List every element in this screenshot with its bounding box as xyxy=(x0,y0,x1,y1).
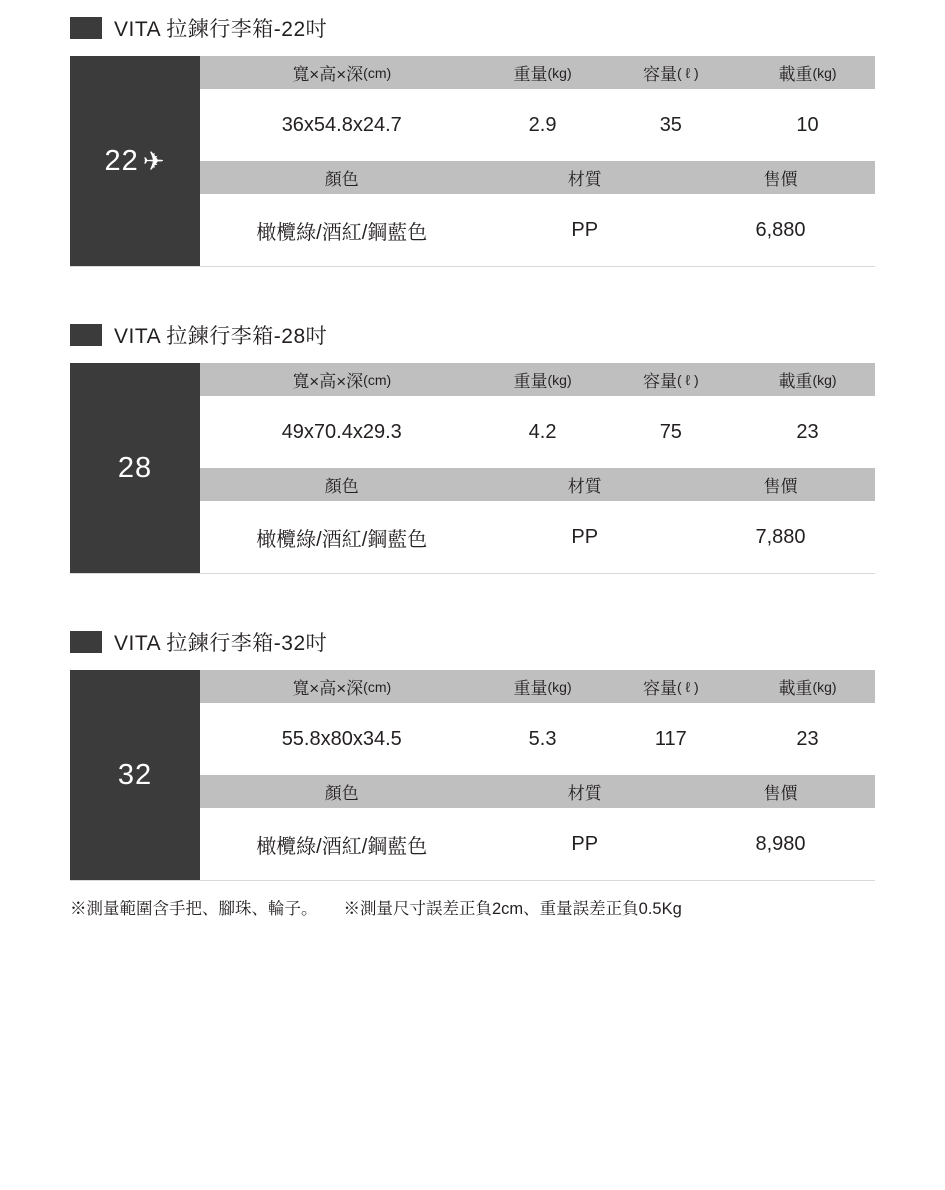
footnotes xyxy=(70,895,875,919)
section-title: VITA 拉鍊行李箱-32吋 xyxy=(114,632,328,655)
cell-capacity: 35 xyxy=(659,113,682,136)
col-header-text: 容量 xyxy=(642,372,677,391)
col-header-text: 寬×高×深 xyxy=(292,372,364,391)
block-title-28 xyxy=(70,307,875,363)
cell-color: 橄欖綠/酒紅/鋼藍色 xyxy=(256,221,428,244)
block-divider-space xyxy=(70,574,875,614)
col-header-capacity xyxy=(602,56,740,89)
airplane-icon: ✈ xyxy=(142,146,166,176)
cell-load: 23 xyxy=(796,420,819,443)
col-header-material: 材質 xyxy=(567,170,602,189)
col-header-unit: (kg) xyxy=(547,64,572,81)
cell-capacity: 117 xyxy=(654,727,687,750)
col-header-dimensions xyxy=(200,670,484,703)
spec-table-32 xyxy=(70,670,875,881)
cell-color: 橄欖綠/酒紅/鋼藍色 xyxy=(256,835,428,858)
cell-price: 7,880 xyxy=(755,525,806,548)
col-header-unit: ( ℓ ) xyxy=(676,64,699,81)
size-label: 28 xyxy=(117,451,153,484)
spec-block-32 xyxy=(70,614,875,881)
col-header-text: 重量 xyxy=(513,65,548,84)
table-row xyxy=(200,501,875,573)
table-header-row xyxy=(200,670,875,703)
page-title: VITA 拉鍊行李箱-22吋 xyxy=(114,18,328,41)
bullet-square-icon xyxy=(70,324,102,346)
cell-dimensions: 55.8x80x34.5 xyxy=(281,727,402,750)
cell-color: 橄欖綠/酒紅/鋼藍色 xyxy=(256,528,428,551)
table-row xyxy=(200,808,875,880)
spec-table-22 xyxy=(70,56,875,267)
col-header-unit: (cm) xyxy=(363,64,392,81)
col-header-text: 重量 xyxy=(513,372,548,391)
col-header-unit: (cm) xyxy=(363,678,392,695)
section-title: VITA 拉鍊行李箱-28吋 xyxy=(114,325,328,348)
spec-rows-28 xyxy=(200,363,875,573)
col-header-material: 材質 xyxy=(567,784,602,803)
block-title-22 xyxy=(70,0,875,56)
size-cell-32 xyxy=(70,670,200,880)
col-header-unit: (kg) xyxy=(547,678,572,695)
cell-price: 6,880 xyxy=(755,218,806,241)
cell-weight: 2.9 xyxy=(528,113,557,136)
col-header-price: 售價 xyxy=(763,477,798,496)
cell-weight: 4.2 xyxy=(528,420,557,443)
col-header-color: 顏色 xyxy=(324,784,359,803)
spec-block-22 xyxy=(70,0,875,267)
col-header-text: 載重 xyxy=(778,372,813,391)
cell-dimensions: 36x54.8x24.7 xyxy=(281,113,402,136)
bullet-square-icon xyxy=(70,17,102,39)
col-header-text: 容量 xyxy=(642,679,677,698)
col-header-dimensions xyxy=(200,363,484,396)
spec-block-28 xyxy=(70,307,875,574)
col-header-color: 顏色 xyxy=(324,170,359,189)
block-divider-space xyxy=(70,267,875,307)
cell-load: 23 xyxy=(796,727,819,750)
table-header-row xyxy=(200,363,875,396)
footnote-measurement-range: ※測量範圍含手把、腳珠、輪子。 xyxy=(70,900,318,918)
table-header-row xyxy=(200,775,875,808)
col-header-unit: (kg) xyxy=(812,371,837,388)
cell-material: PP xyxy=(571,525,599,548)
cell-load: 10 xyxy=(796,113,819,136)
col-header-unit: (kg) xyxy=(812,64,837,81)
size-cell-28 xyxy=(70,363,200,573)
col-header-weight xyxy=(484,56,602,89)
col-header-load xyxy=(740,670,875,703)
col-header-capacity xyxy=(602,670,740,703)
col-header-capacity xyxy=(602,363,740,396)
table-row xyxy=(200,89,875,161)
table-row xyxy=(200,396,875,468)
table-header-row xyxy=(200,468,875,501)
col-header-load xyxy=(740,56,875,89)
spec-table-28 xyxy=(70,363,875,574)
col-header-color: 顏色 xyxy=(324,477,359,496)
col-header-unit: (cm) xyxy=(363,371,392,388)
table-row xyxy=(200,703,875,775)
col-header-weight xyxy=(484,670,602,703)
col-header-unit: ( ℓ ) xyxy=(676,678,699,695)
col-header-price: 售價 xyxy=(763,170,798,189)
size-label: 22 xyxy=(104,144,139,177)
cell-capacity: 75 xyxy=(659,420,682,443)
col-header-weight xyxy=(484,363,602,396)
cell-price: 8,980 xyxy=(755,832,806,855)
col-header-text: 寬×高×深 xyxy=(292,65,364,84)
col-header-price: 售價 xyxy=(763,784,798,803)
col-header-text: 載重 xyxy=(778,679,813,698)
col-header-unit: (kg) xyxy=(547,371,572,388)
col-header-dimensions xyxy=(200,56,484,89)
col-header-text: 容量 xyxy=(642,65,677,84)
spec-rows-32 xyxy=(200,670,875,880)
col-header-material: 材質 xyxy=(567,477,602,496)
col-header-unit: (kg) xyxy=(812,678,837,695)
col-header-text: 重量 xyxy=(513,679,548,698)
spec-rows-22 xyxy=(200,56,875,266)
bullet-square-icon xyxy=(70,631,102,653)
footnote-tolerance: ※測量尺寸誤差正負2cm、重量誤差正負0.5Kg xyxy=(343,900,682,918)
cell-material: PP xyxy=(571,218,599,241)
cell-dimensions: 49x70.4x29.3 xyxy=(281,420,402,443)
col-header-unit: ( ℓ ) xyxy=(676,371,699,388)
col-header-text: 寬×高×深 xyxy=(292,679,364,698)
table-header-row xyxy=(200,161,875,194)
table-row xyxy=(200,194,875,266)
size-label: 32 xyxy=(117,758,153,791)
size-cell-22 xyxy=(70,56,200,266)
block-title-32 xyxy=(70,614,875,670)
col-header-load xyxy=(740,363,875,396)
col-header-text: 載重 xyxy=(778,65,813,84)
cell-material: PP xyxy=(571,832,599,855)
cell-weight: 5.3 xyxy=(528,727,557,750)
table-header-row xyxy=(200,56,875,89)
